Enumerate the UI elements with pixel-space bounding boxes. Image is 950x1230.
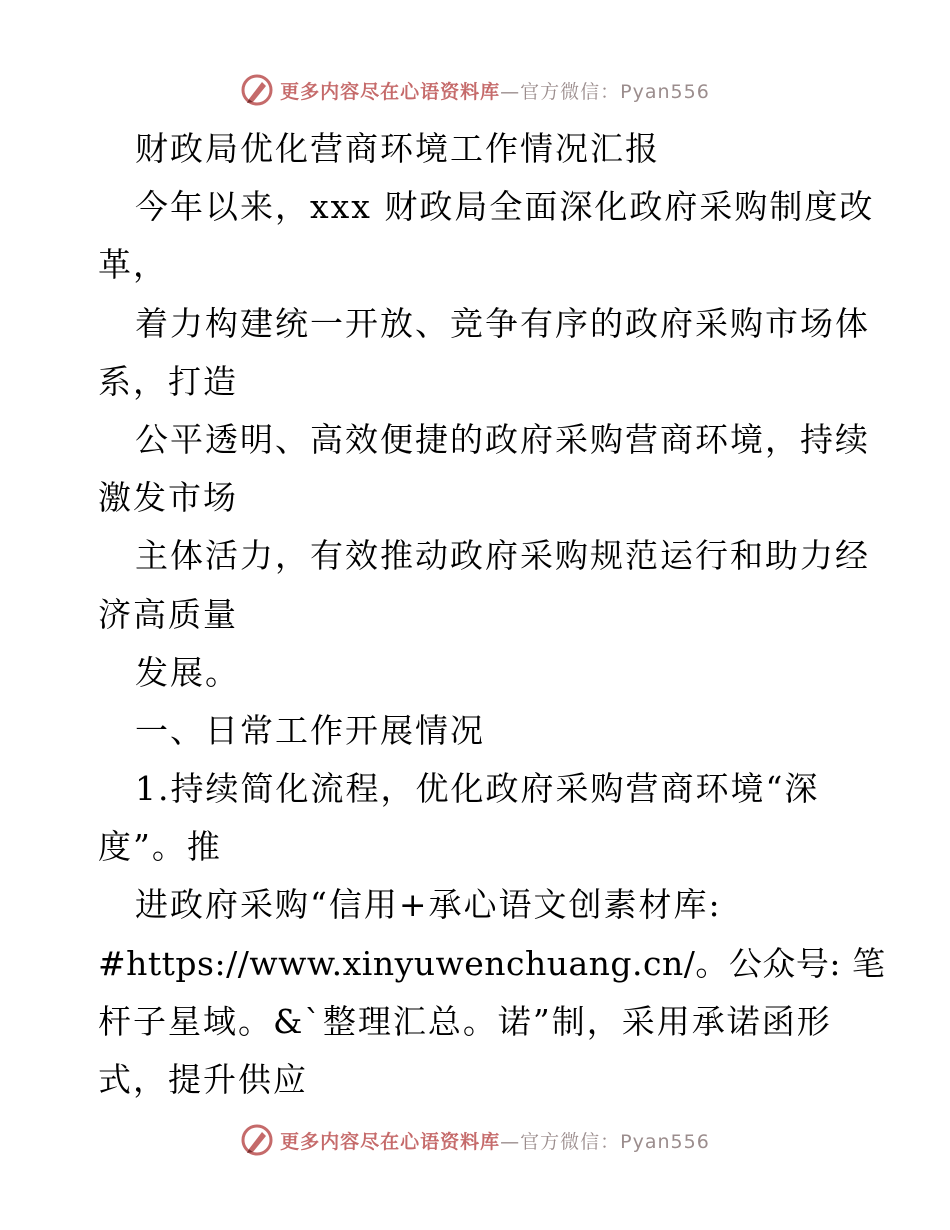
paragraph-line: 公平透明、高效便捷的政府采购营商环境，持续 [135,419,870,459]
paragraph-line: 济高质量 [98,594,238,634]
paragraph-line: 革， [98,245,168,285]
paragraph-line: 主体活力，有效推动政府采购规范运行和助力经 [135,536,870,576]
section-heading: 一、日常工作开展情况 [135,710,485,750]
banner-contact-text: —官方微信：Pyan556 [500,1130,710,1153]
pen-logo-icon [240,1123,274,1157]
paragraph-line: 杆子星域。&`整理汇总。诺”制，采用承诺函形 [98,1001,832,1041]
footer-watermark-banner [0,1120,950,1160]
paragraph-line: 激发市场 [98,478,238,518]
paragraph-line: 1.持续简化流程，优化政府采购营商环境“深 [135,769,820,809]
banner-main-text: 更多内容尽在心语资料库 [280,1130,501,1153]
paragraph-line: 度”。推 [98,827,222,867]
paragraph-line: #https://www.xinyuwenchuang.cn/。公众号: 笔 [98,943,886,983]
paragraph-line: 式，提升供应 [98,1060,308,1099]
banner-contact-text: —官方微信：Pyan556 [500,80,710,103]
header-watermark-banner [0,70,950,110]
paragraph-line: 发展。 [135,652,240,692]
document-body [98,120,886,1109]
document-title: 财政局优化营商环境工作情况汇报 [135,129,660,168]
paragraph-line: 今年以来，xxx 财政局全面深化政府采购制度改 [135,187,875,227]
banner-main-text: 更多内容尽在心语资料库 [280,80,501,103]
pen-logo-icon [240,73,274,107]
paragraph-line: 着力构建统一开放、竞争有序的政府采购市场体 [135,303,870,343]
paragraph-line: 系，打造 [98,361,238,401]
paragraph-line: 进政府采购“信用+承心语文创素材库: [135,885,722,925]
